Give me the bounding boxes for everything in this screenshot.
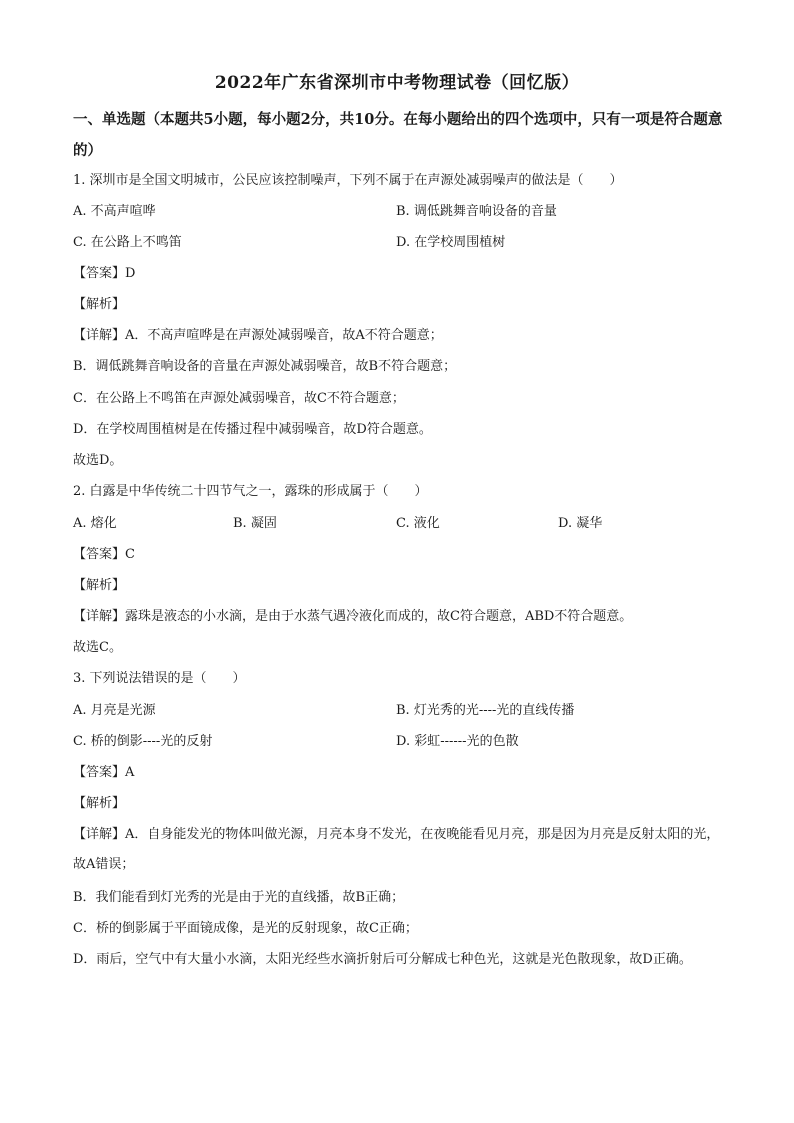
question-1-detail-c: C．在公路上不鸣笛在声源处减弱噪音，故C不符合题意； [73, 391, 405, 406]
question-1-answer: 【答案】D [73, 266, 136, 281]
question-2-option-d: D. 凝华 [558, 516, 603, 531]
question-3-detail-a: 【详解】A．自身能发光的物体叫做光源，月亮本身不发光，在夜晚能看见月亮，那是因为月亮是反射太阳的光，故A错误； [73, 827, 720, 872]
question-2-option-a: A. 熔化 [73, 516, 117, 531]
question-3-option-a: A. 月亮是光源 [73, 703, 156, 718]
question-2-stem: 2. 白露是中华传统二十四节气之一，露珠的形成属于（ ） [73, 484, 428, 499]
question-3-detail-c: C．桥的倒影属于平面镜成像，是光的反射现象，故C正确； [73, 921, 418, 936]
question-2-option-b: B. 凝固 [233, 516, 277, 531]
question-3-option-b: B. 灯光秀的光----光的直线传播 [396, 703, 575, 718]
question-3-analysis-label: 【解析】 [73, 796, 126, 811]
question-1-detail-a: 【详解】A．不高声喧哗是在声源处减弱噪音，故A不符合题意； [73, 328, 443, 343]
question-3-option-d: D. 彩虹------光的色散 [396, 734, 519, 749]
question-2-analysis-label: 【解析】 [73, 578, 126, 593]
question-3-stem: 3. 下列说法错误的是（ ） [73, 671, 246, 686]
section-heading: 一、单选题（本题共5小题，每小题2分，共10分。在每小题给出的四个选项中，只有一项是符合题意的） [73, 111, 723, 159]
question-1-option-b: B. 调低跳舞音响设备的音量 [396, 204, 557, 219]
question-2-conclusion: 故选C。 [73, 640, 122, 655]
question-3-answer: 【答案】A [73, 765, 135, 780]
question-1-option-c: C. 在公路上不鸣笛 [73, 235, 182, 250]
question-3-option-c: C. 桥的倒影----光的反射 [73, 734, 213, 749]
question-3-detail-b: B．我们能看到灯光秀的光是由于光的直线播，故B正确； [73, 890, 405, 905]
question-1-detail-d: D．在学校周围植树是在传播过程中减弱噪音，故D符合题意。 [73, 422, 432, 437]
question-2-answer: 【答案】C [73, 547, 135, 562]
question-3-detail-d: D．雨后，空气中有大量小水滴，太阳光经些水滴折射后可分解成七种色光，这就是光色散现象，故D正确。 [73, 952, 692, 967]
question-1-detail-b: B．调低跳舞音响设备的音量在声源处减弱噪音，故B不符合题意； [73, 359, 457, 374]
question-1-option-a: A. 不高声喧哗 [73, 204, 156, 219]
question-1-stem: 1. 深圳市是全国文明城市，公民应该控制噪声，下列不属于在声源处减弱噪声的做法是（ ） [73, 173, 623, 188]
page-title: 2022年广东省深圳市中考物理试卷（回忆版） [214, 73, 580, 93]
question-1-conclusion: 故选D。 [73, 453, 123, 468]
question-1-option-d: D. 在学校周围植树 [396, 235, 506, 250]
question-2-detail: 【详解】露珠是液态的小水滴，是由于水蒸气遇冷液化而成的，故C符合题意，ABD不符合题意。 [73, 609, 633, 624]
question-1-analysis-label: 【解析】 [73, 297, 126, 312]
question-2-option-c: C. 液化 [396, 516, 440, 531]
